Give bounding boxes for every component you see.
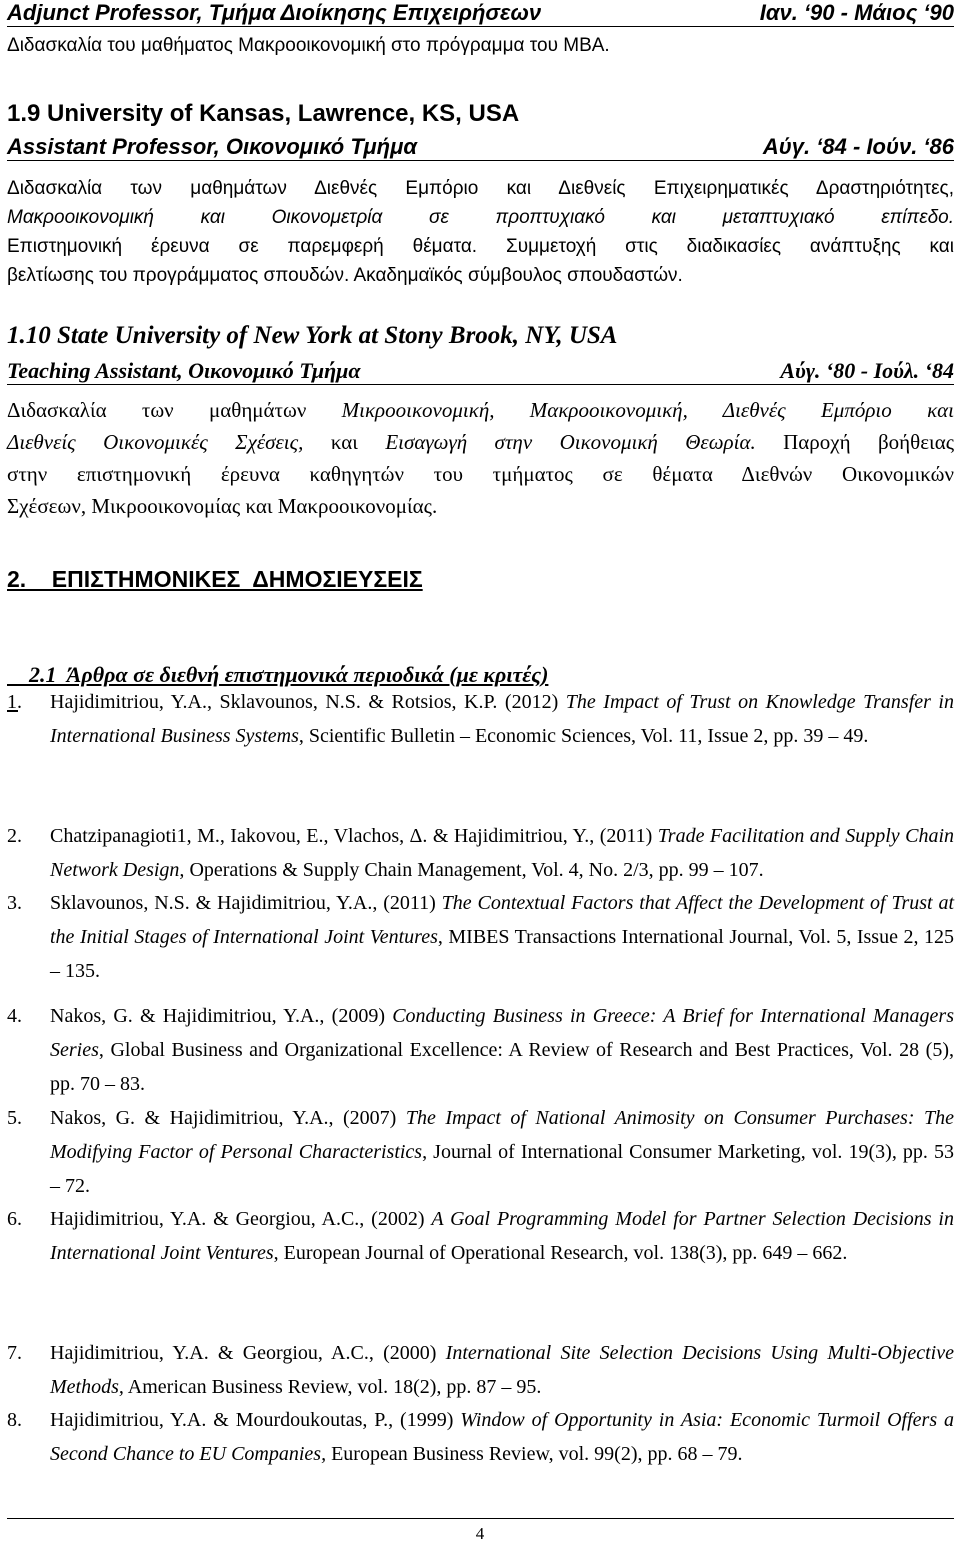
stony-brook-role-row xyxy=(7,358,954,385)
reference-number: 8. xyxy=(7,1409,22,1431)
reference-item xyxy=(7,1336,954,1404)
stony-brook-role: Teaching Assistant, Οικονομικό Τμήμα xyxy=(7,358,361,383)
reference-source: , MIBES Transactions International Journal, Vol. 5, Issue 2, 125 – 135. xyxy=(50,926,954,982)
kansas-curriculum-text: Συμμετοχή στις διαδικασίες ανάπτυξης και xyxy=(505,236,954,257)
stony-desc-line-3: στην επιστημονική έρευνα καθηγητών του τμήματος σε θέματα Διεθνών Οικονομικών xyxy=(7,462,954,486)
reference-text xyxy=(50,685,954,753)
reference-number: 7. xyxy=(7,1342,22,1364)
journal-articles-subheading-text: 2.1 Άρθρα σε διεθνή επιστημονικά περιοδικά (με κριτές) xyxy=(29,662,549,687)
kansas-desc-line-3 xyxy=(7,234,954,260)
position-dates: Ιαν. ‘90 - Μάιος ‘90 xyxy=(759,0,954,25)
reference-item xyxy=(7,886,954,988)
stony-courses-list: Μικροοικονομική, Μακροοικονομική, Διεθνές Εμπόριο και xyxy=(341,398,955,422)
reference-text xyxy=(50,1336,954,1404)
kansas-role-row xyxy=(7,134,954,161)
footer-divider xyxy=(7,1518,954,1519)
reference-source: , Global Business and Organizational Excellence: A Review of Research and Best Practices, Vol. 28 (5), pp. 70 – 83. xyxy=(50,1039,954,1095)
reference-title: Window of Opportunity in Asia: Economic Turmoil Offers a Second Chance to EU Companies, xyxy=(50,1409,954,1465)
reference-item xyxy=(7,819,954,887)
reference-text xyxy=(50,886,954,988)
stony-assistance-text: Παροχή βοήθειας xyxy=(783,430,955,454)
reference-title: International Site Selection Decisions Using Multi-Objective Methods, xyxy=(50,1342,954,1398)
kansas-role: Assistant Professor, Οικονομικό Τμήμα xyxy=(7,134,418,159)
reference-source: , Scientific Bulletin – Economic Sciences, Vol. 11, Issue 2, pp. 39 – 49. xyxy=(298,725,869,747)
reference-authors: Nakos, G. & Hajidimitriou, Y.A., (2009) xyxy=(50,1005,393,1027)
reference-number: 2. xyxy=(7,825,22,847)
reference-source: , European Journal of Operational Research, vol. 138(3), pp. 649 – 662. xyxy=(273,1242,848,1264)
reference-item xyxy=(7,685,954,753)
page-number: 4 xyxy=(475,1524,485,1543)
kansas-heading: 1.9 University of Kansas, Lawrence, KS, USA xyxy=(7,100,520,127)
stony-desc-line-1 xyxy=(7,394,954,427)
reference-authors: Hajidimitriou, Y.A. & Georgiou, A.C., (2002) xyxy=(50,1208,432,1230)
reference-item xyxy=(7,1101,954,1203)
kansas-desc-line-1: Διδασκαλία των μαθημάτων Διεθνές Εμπόριο και Διεθνείς Επιχειρηματικές Δραστηριότητες, xyxy=(7,178,954,199)
reference-title: The Impact of National Animosity on Consumer Purchases: The Modifying Factor of Personal Characteristics xyxy=(50,1107,954,1163)
stony-brook-heading: 1.10 State University of New York at Stony Brook, NY, USA xyxy=(7,322,618,349)
reference-authors: Sklavounos, N.S. & Hajidimitriou, Y.A., (2011) xyxy=(50,892,442,914)
reference-item xyxy=(7,999,954,1101)
reference-number: 1. xyxy=(7,691,22,713)
reference-item xyxy=(7,1403,954,1471)
reference-text xyxy=(50,999,954,1101)
stony-desc-line-2 xyxy=(7,426,954,459)
reference-title: The Impact of Trust on Knowledge Transfer in International Business Systems xyxy=(50,691,954,747)
reference-number: 5. xyxy=(7,1107,22,1129)
reference-source: , Journal of International Consumer Marketing, vol. 19(3), pp. 53 – 72. xyxy=(50,1141,954,1197)
reference-title: Trade Facilitation and Supply Chain Network Design, xyxy=(50,825,954,881)
kansas-desc-line-4: βελτίωσης του προγράμματος σπουδών. Ακαδημαϊκός σύμβουλος σπουδαστών. xyxy=(7,265,683,286)
reference-title: Conducting Business in Greece: A Brief for International Managers Series xyxy=(50,1005,954,1061)
reference-number: 6. xyxy=(7,1208,22,1230)
kansas-dates: Αύγ. ‘84 - Ιούν. ‘86 xyxy=(762,134,954,159)
kansas-research-text: Επιστημονική έρευνα σε παρεμφερή θέματα. xyxy=(7,236,478,257)
reference-title: The Contextual Factors that Affect the Development of Trust at the Initial Stages of International Joint Ventures xyxy=(50,892,955,948)
reference-authors: Hajidimitriou, Y.A. & Mourdoukoutas, P., (1999) xyxy=(50,1409,461,1431)
reference-authors: Hajidimitriou, Y.A. & Georgiou, A.C., (2000) xyxy=(50,1342,446,1364)
reference-source: American Business Review, vol. 18(2), pp. 87 – 95. xyxy=(123,1376,542,1398)
stony-brook-dates: Αύγ. ‘80 - Ιούλ. ‘84 xyxy=(780,358,954,383)
stony-and-text: και xyxy=(330,430,358,454)
reference-text xyxy=(50,819,954,887)
reference-text xyxy=(50,1403,954,1471)
position-header-row xyxy=(7,0,954,27)
publications-section-heading: 2. ΕΠΙΣΤΗΜΟΝΙΚΕΣ ΔΗΜΟΣΙΕΥΣΕΙΣ xyxy=(7,566,423,592)
reference-source: Operations & Supply Chain Management, Vol. 4, No. 2/3, pp. 99 – 107. xyxy=(184,859,764,881)
reference-number: 3. xyxy=(7,892,22,914)
stony-courses-intro: Διδασκαλία των μαθημάτων xyxy=(7,398,307,422)
mba-teaching-line: Διδασκαλία του μαθήματος Μακροοικονομική στο πρόγραμμα του ΜΒΑ. xyxy=(7,35,610,56)
reference-text xyxy=(50,1101,954,1203)
reference-source: European Business Review, vol. 99(2), pp. 68 – 79. xyxy=(326,1443,743,1465)
reference-item xyxy=(7,1202,954,1270)
reference-authors: Chatzipanagioti1, M., Iakovou, E., Vlachos, Δ. & Hajidimitriou, Y., (2011) xyxy=(50,825,658,847)
reference-authors: Nakos, G. & Hajidimitriou, Y.A., (2007) xyxy=(50,1107,406,1129)
reference-number: 4. xyxy=(7,1005,22,1027)
reference-text xyxy=(50,1202,954,1270)
stony-course-relations: Διεθνείς Οικονομικές Σχέσεις, xyxy=(7,430,304,454)
stony-course-intro-theory: Εισαγωγή στην Οικονομική Θεωρία. xyxy=(385,430,756,454)
reference-authors: Hajidimitriou, Y.A., Sklavounos, N.S. & Rotsios, K.P. (2012) xyxy=(50,691,566,713)
kansas-desc-line-2: Μακροοικονομική και Οικονομετρία σε προπτυχιακό και μεταπτυχιακό επίπεδο. xyxy=(7,207,954,228)
reference-title: A Goal Programming Model for Partner Selection Decisions in International Joint Ventures xyxy=(50,1208,954,1264)
position-title: Adjunct Professor, Τμήμα Διοίκησης Επιχειρήσεων xyxy=(7,0,542,25)
stony-desc-line-4: Σχέσεων, Μικροοικονομίας και Μακροοικονομίας. xyxy=(7,494,438,518)
